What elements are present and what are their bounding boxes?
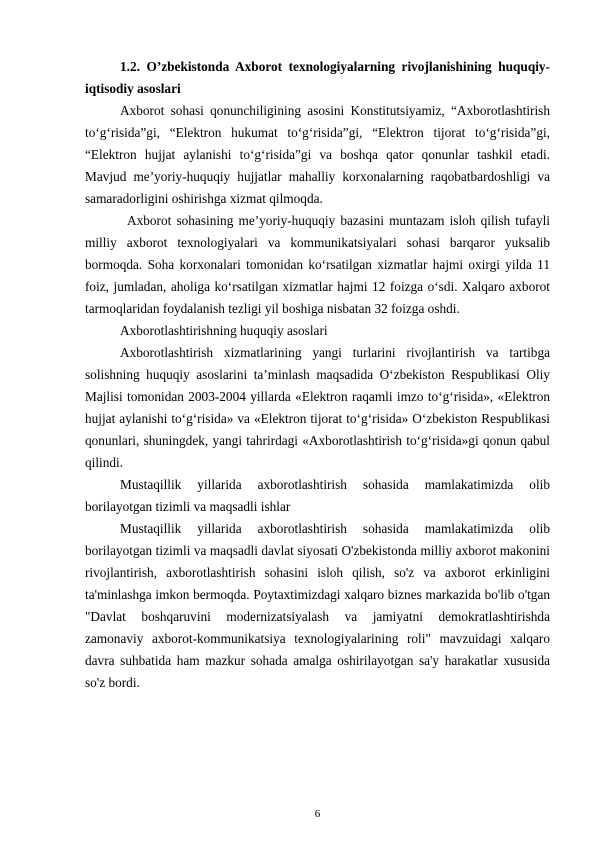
subheading-systematic-work: Mustaqillik yillarida axborotlashtirish sohasida mamlakatimizda olib borilayotgan tizimli va maqsadli ishlar (85, 477, 550, 514)
paragraph-regulatory-base: Axborot sohasining me’yoriy-huquqiy bazasini muntazam isloh qilish tufayli milliy axborot texnologiyalari va kommunikatsiyalari sohasi barqaror yuksalib bormoqda. Soha korxonalari tomonidan ko‘rsatilgan xizmatlar hajmi oxirgi yilda 11 foiz, jumladan, aholiga ko‘rsatilgan xizmatlar hajmi 12 foizga o‘sdi. Xalqaro axborot tarmoqlaridan foydalanish tezligi yil boshiga nisbatan 32 foizga oshdi. (85, 213, 550, 316)
paragraph-state-policy: Mustaqillik yillarida axborotlashtirish sohasida mamlakatimizda olib borilayotgan tizimli va maqsadli davlat siyosati O'zbekistonda milliy axborot makonini rivojlantirish, axborotlashtirish sohasini isloh qilish, so'z va axborot erkinligini ta'minlashga imkon bermoqda. Poytaxtimizdagi xalqaro biznes markazida bo'lib o'tgan "Davlat boshqaruvini modernizatsiyalash va jamiyatni demokratlashtirishda zamonaviy axborot-kommunikatsiya texnologiyalarining roli" mavzuidagi xalqaro davra suhbatida ham mazkur sohada amalga oshirilayotgan sa'y harakatlar xususida so'z bordi. (85, 521, 550, 690)
page-number: 6 (314, 808, 321, 820)
page-content (85, 56, 550, 694)
paragraph-laws-adopted: Axborotlashtirish xizmatlarining yangi turlarini rivojlantirish va tartibga solishning huquqiy asoslarini ta’minlash maqsadida O‘zbekiston Respublikasi Oliy Majlisi tomonidan 2003-2004 yillarda «Elektron raqamli imzo to‘g‘risida», «Elektron hujjat aylanishi to‘g‘risida» va «Elektron tijorat to‘g‘risida» O‘zbekiston Respublikasi qonunlari, shuningdek, yangi tahrirdagi «Axborotlashtirish to‘g‘risida»gi qonun qabul qilindi. (85, 345, 550, 470)
subheading-legal-basis: Axborotlashtirishning huquqiy asoslari (120, 323, 328, 338)
section-heading: 1.2. O’zbekistonda Axborot texnologiyalarning rivojlanishining huquqiy-iqtisodiy asoslari (85, 59, 550, 96)
paragraph-legislation: Axborot sohasi qonunchiligining asosini Konstitutsiyamiz, “Axborotlashtirish to‘g‘risida”gi, “Elektron hukumat to‘g‘risida”gi, “Elektron tijorat to‘g‘risida”gi, “Elektron hujjat aylanishi to‘g‘risida”gi va boshqa qator qonunlar tashkil etadi. Mavjud me’yoriy-huquqiy hujjatlar mahalliy korxonalarning raqobatbardoshligi va samaradorligini oshirishga xizmat qilmoqda. (85, 103, 550, 206)
